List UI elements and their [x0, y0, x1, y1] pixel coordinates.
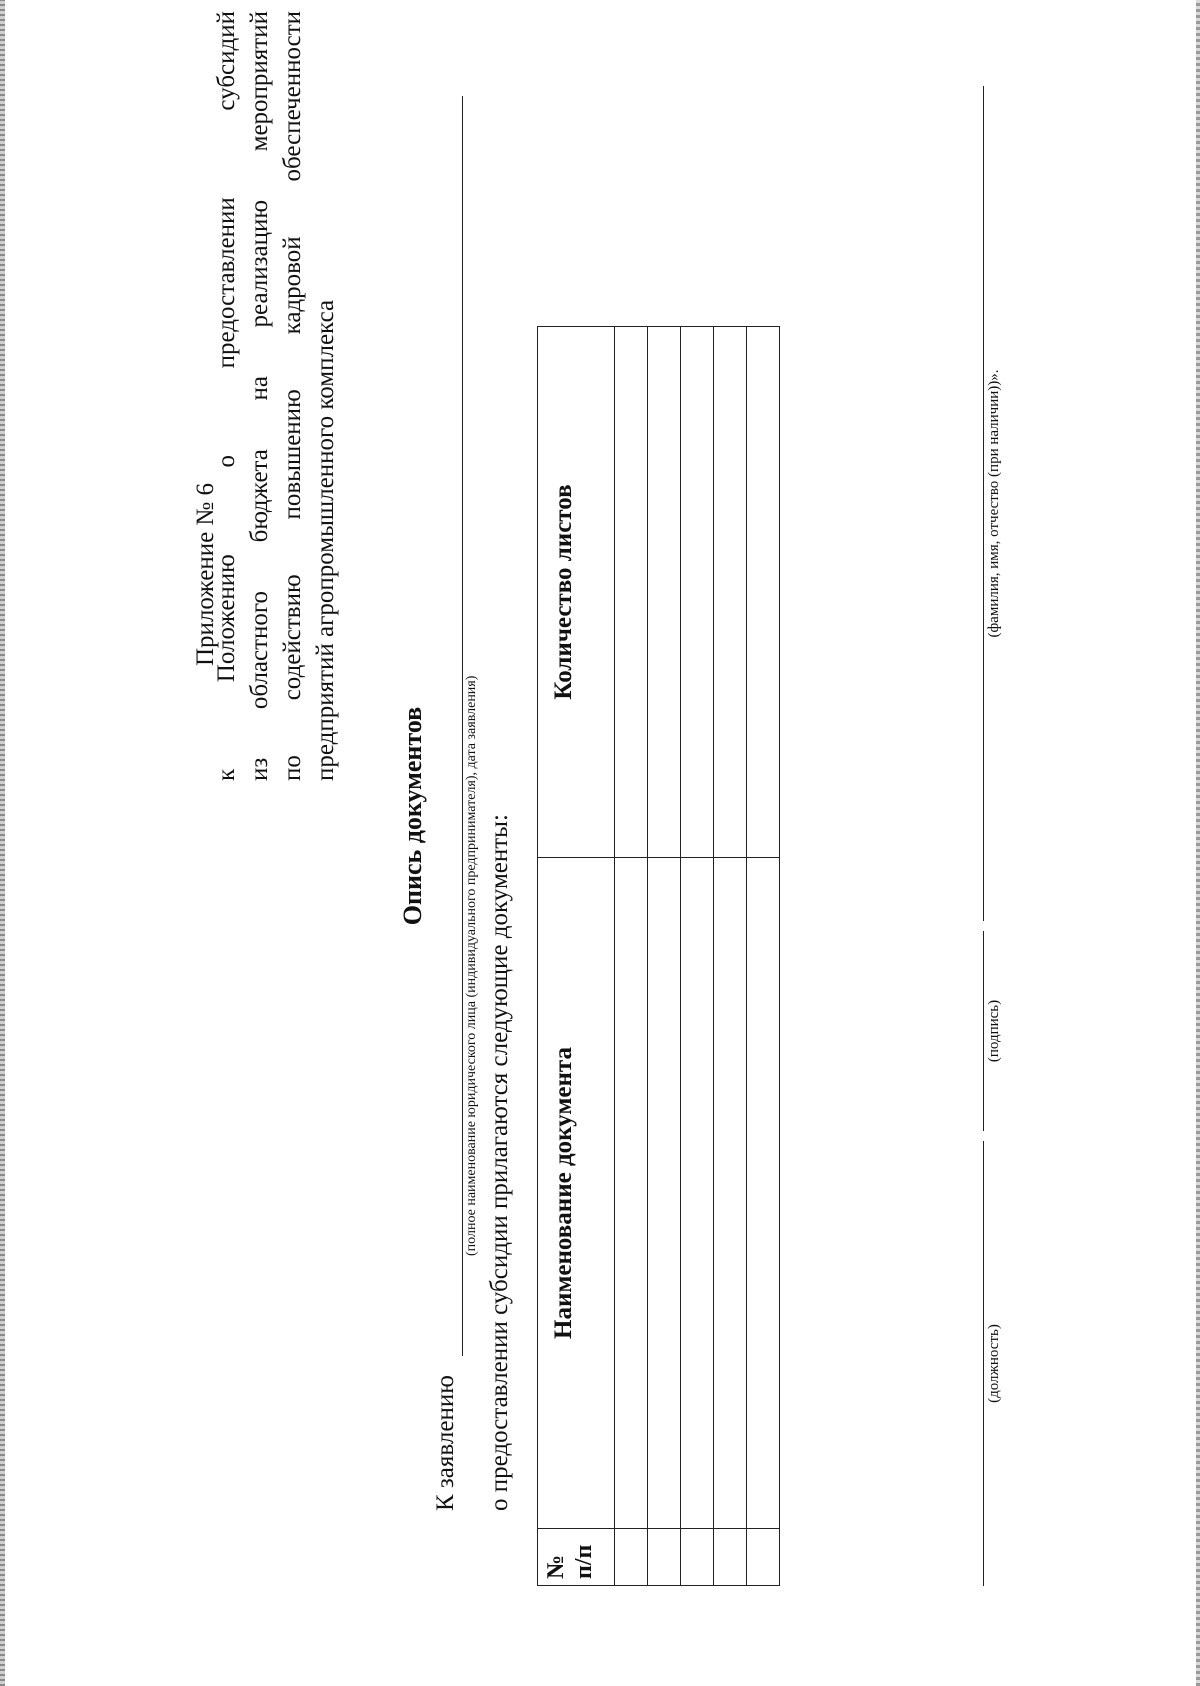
table-cell[interactable]	[747, 1529, 780, 1586]
full-name-hint: (фамилия, имя, отчество (при наличии))».	[986, 369, 1002, 638]
table-row	[615, 327, 648, 1586]
full-name-line[interactable]	[983, 86, 984, 921]
header-document-name: Наименование документа	[538, 858, 615, 1529]
table-cell[interactable]	[747, 327, 780, 858]
applicant-input-line[interactable]	[462, 96, 463, 1356]
applicant-hint: (полное наименование юридического лица (индивидуального предпринимателя), дата заявления)	[464, 675, 479, 1256]
table-row	[681, 327, 714, 1586]
document-title: Опись документов	[398, 706, 427, 926]
table-cell[interactable]	[714, 1529, 747, 1586]
appendix-line: по содействию повышению кадровой обеспеченности	[279, 11, 306, 781]
appendix-line: к Положению о предоставлении субсидий	[213, 11, 240, 781]
position-hint: (должность)	[986, 1324, 1002, 1403]
table-cell[interactable]	[615, 1529, 648, 1586]
header-number: № п/п	[538, 1529, 615, 1586]
header-sheet-count: Количество листов	[538, 327, 615, 858]
table-cell[interactable]	[648, 1529, 681, 1586]
table-cell[interactable]	[681, 327, 714, 858]
table-cell[interactable]	[714, 858, 747, 1529]
appendix-line: из областного бюджета на реализацию мероприятий	[246, 11, 273, 781]
appendix-reference	[210, 11, 342, 781]
table-cell[interactable]	[681, 858, 714, 1529]
table-cell[interactable]	[648, 858, 681, 1529]
appendix-title: Приложение № 6	[192, 482, 219, 666]
signature-line[interactable]	[983, 931, 984, 1131]
table-cell[interactable]	[615, 858, 648, 1529]
attach-text: о предоставлении субсидии прилагаются следующие документы:	[486, 814, 513, 1511]
table-header-row	[538, 327, 615, 1586]
table-cell[interactable]	[714, 327, 747, 858]
table-cell[interactable]	[615, 327, 648, 858]
appendix-line: предприятий агропромышленного комплекса	[312, 299, 339, 781]
position-line[interactable]	[983, 1141, 984, 1586]
table-row	[747, 327, 780, 1586]
table-cell[interactable]	[747, 858, 780, 1529]
table-row	[648, 327, 681, 1586]
table-cell[interactable]	[648, 327, 681, 858]
signature-hint: (подпись)	[986, 999, 1002, 1063]
statement-label: К заявлению	[432, 1375, 459, 1511]
table-row	[714, 327, 747, 1586]
documents-table	[537, 326, 780, 1586]
table-cell[interactable]	[681, 1529, 714, 1586]
